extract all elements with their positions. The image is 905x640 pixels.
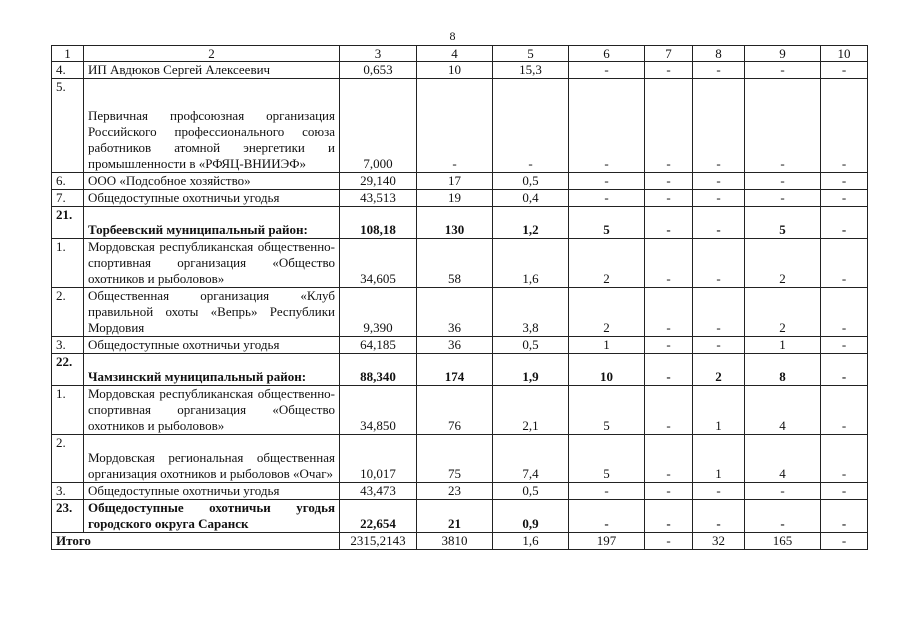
value-cell-col-9: 1 — [745, 337, 821, 354]
table-row — [52, 239, 868, 288]
value-cell-col-6: - — [569, 483, 645, 500]
value-cell-col-9: 2 — [745, 288, 821, 337]
value-cell-col-9: - — [745, 190, 821, 207]
total-value-cell-col-8: 32 — [693, 533, 745, 550]
page-number: 8 — [449, 29, 456, 43]
value-cell-col-4: 58 — [417, 239, 493, 288]
value-cell-col-7: - — [645, 354, 693, 386]
header-cell-1: 1 — [52, 46, 84, 62]
value-cell-col-3: 88,340 — [340, 354, 417, 386]
total-value-cell-col-7: - — [645, 533, 693, 550]
organization-name-cell: Общедоступные охотничьи угодья — [84, 190, 340, 207]
value-cell-col-6: - — [569, 62, 645, 79]
value-cell-col-7: - — [645, 79, 693, 173]
value-cell-col-4: 19 — [417, 190, 493, 207]
value-cell-col-8: - — [693, 62, 745, 79]
table-row — [52, 288, 868, 337]
value-cell-col-5: 0,5 — [493, 483, 569, 500]
value-cell-col-5: 7,4 — [493, 435, 569, 483]
total-value-cell-col-4: 3810 — [417, 533, 493, 550]
value-cell-col-4: 36 — [417, 288, 493, 337]
value-cell-col-10: - — [821, 207, 868, 239]
organization-name-cell: Чамзинский муниципальный район: — [84, 354, 340, 386]
organization-name-cell: ИП Авдюков Сергей Алексеевич — [84, 62, 340, 79]
value-cell-col-7: - — [645, 288, 693, 337]
value-cell-col-5: 2,1 — [493, 386, 569, 435]
row-number-cell: 21. — [52, 207, 84, 239]
table-row — [52, 500, 868, 533]
value-cell-col-4: 75 — [417, 435, 493, 483]
value-cell-col-6: 10 — [569, 354, 645, 386]
value-cell-col-10: - — [821, 500, 868, 533]
table-row — [52, 173, 868, 190]
value-cell-col-3: 29,140 — [340, 173, 417, 190]
value-cell-col-9: 5 — [745, 207, 821, 239]
row-number-cell: 7. — [52, 190, 84, 207]
value-cell-col-6: - — [569, 79, 645, 173]
row-number-cell: 6. — [52, 173, 84, 190]
table-row — [52, 62, 868, 79]
organization-name-cell: Первичная профсоюзная организация Российского профессионального союза работников атомной энергетики и промышленности в «РФЯЦ-ВНИИЭФ» — [84, 79, 340, 173]
value-cell-col-4: 76 — [417, 386, 493, 435]
value-cell-col-3: 108,18 — [340, 207, 417, 239]
total-value-cell-col-10: - — [821, 533, 868, 550]
data-table — [51, 45, 868, 550]
header-cell-2: 2 — [84, 46, 340, 62]
value-cell-col-6: - — [569, 173, 645, 190]
value-cell-col-3: 64,185 — [340, 337, 417, 354]
value-cell-col-3: 9,390 — [340, 288, 417, 337]
value-cell-col-10: - — [821, 62, 868, 79]
row-number-cell: 23. — [52, 500, 84, 533]
value-cell-col-3: 43,473 — [340, 483, 417, 500]
header-cell-10: 10 — [821, 46, 868, 62]
value-cell-col-10: - — [821, 354, 868, 386]
row-number-cell: 2. — [52, 435, 84, 483]
value-cell-col-5: 15,3 — [493, 62, 569, 79]
value-cell-col-9: - — [745, 62, 821, 79]
value-cell-col-9: - — [745, 79, 821, 173]
value-cell-col-7: - — [645, 483, 693, 500]
row-number-cell: 1. — [52, 386, 84, 435]
total-value-cell-col-5: 1,6 — [493, 533, 569, 550]
value-cell-col-6: 1 — [569, 337, 645, 354]
value-cell-col-10: - — [821, 173, 868, 190]
row-number-cell: 5. — [52, 79, 84, 173]
table-row — [52, 386, 868, 435]
value-cell-col-5: 0,5 — [493, 173, 569, 190]
header-cell-7: 7 — [645, 46, 693, 62]
value-cell-col-8: - — [693, 500, 745, 533]
value-cell-col-3: 43,513 — [340, 190, 417, 207]
value-cell-col-8: - — [693, 483, 745, 500]
value-cell-col-3: 34,605 — [340, 239, 417, 288]
value-cell-col-7: - — [645, 62, 693, 79]
value-cell-col-10: - — [821, 239, 868, 288]
value-cell-col-8: 1 — [693, 386, 745, 435]
value-cell-col-6: 2 — [569, 239, 645, 288]
value-cell-col-4: 21 — [417, 500, 493, 533]
value-cell-col-6: 5 — [569, 207, 645, 239]
value-cell-col-4: 130 — [417, 207, 493, 239]
organization-name-cell: Торбеевский муниципальный район: — [84, 207, 340, 239]
value-cell-col-3: 10,017 — [340, 435, 417, 483]
value-cell-col-5: 1,6 — [493, 239, 569, 288]
value-cell-col-5: 0,9 — [493, 500, 569, 533]
value-cell-col-8: 2 — [693, 354, 745, 386]
value-cell-col-5: 0,4 — [493, 190, 569, 207]
value-cell-col-7: - — [645, 435, 693, 483]
value-cell-col-9: - — [745, 173, 821, 190]
value-cell-col-5: 3,8 — [493, 288, 569, 337]
value-cell-col-9: 2 — [745, 239, 821, 288]
header-cell-6: 6 — [569, 46, 645, 62]
organization-name-cell: ООО «Подсобное хозяйство» — [84, 173, 340, 190]
value-cell-col-4: 23 — [417, 483, 493, 500]
value-cell-col-10: - — [821, 337, 868, 354]
table-body — [52, 46, 868, 550]
total-label-cell: Итого — [52, 533, 340, 550]
organization-name-cell: Общедоступные охотничьи угодья — [84, 483, 340, 500]
row-number-cell: 1. — [52, 239, 84, 288]
value-cell-col-7: - — [645, 239, 693, 288]
value-cell-col-9: 4 — [745, 386, 821, 435]
value-cell-col-4: - — [417, 79, 493, 173]
value-cell-col-8: - — [693, 288, 745, 337]
total-value-cell-col-3: 2315,2143 — [340, 533, 417, 550]
value-cell-col-10: - — [821, 288, 868, 337]
total-value-cell-col-9: 165 — [745, 533, 821, 550]
row-number-cell: 3. — [52, 337, 84, 354]
value-cell-col-7: - — [645, 207, 693, 239]
value-cell-col-8: - — [693, 190, 745, 207]
value-cell-col-6: 2 — [569, 288, 645, 337]
value-cell-col-8: - — [693, 173, 745, 190]
value-cell-col-9: 4 — [745, 435, 821, 483]
value-cell-col-3: 7,000 — [340, 79, 417, 173]
header-cell-9: 9 — [745, 46, 821, 62]
organization-name-cell: Общедоступные охотничьи угодья городского округа Саранск — [84, 500, 340, 533]
header-cell-8: 8 — [693, 46, 745, 62]
value-cell-col-9: - — [745, 500, 821, 533]
row-number-cell: 2. — [52, 288, 84, 337]
organization-name-cell: Мордовская республиканская общественно-спортивная организация «Общество охотников и рыболовов» — [84, 386, 340, 435]
value-cell-col-8: - — [693, 337, 745, 354]
header-cell-3: 3 — [340, 46, 417, 62]
value-cell-col-7: - — [645, 337, 693, 354]
table-row — [52, 190, 868, 207]
organization-name-cell: Мордовская республиканская общественно-спортивная организация «Общество охотников и рыболовов» — [84, 239, 340, 288]
value-cell-col-6: - — [569, 190, 645, 207]
value-cell-col-3: 34,850 — [340, 386, 417, 435]
table-row — [52, 79, 868, 173]
value-cell-col-7: - — [645, 386, 693, 435]
value-cell-col-8: 1 — [693, 435, 745, 483]
value-cell-col-7: - — [645, 173, 693, 190]
value-cell-col-7: - — [645, 500, 693, 533]
value-cell-col-6: 5 — [569, 386, 645, 435]
value-cell-col-5: 0,5 — [493, 337, 569, 354]
header-cell-4: 4 — [417, 46, 493, 62]
organization-name-cell: Общественная организация «Клуб правильной охоты «Вепрь» Республики Мордовия — [84, 288, 340, 337]
value-cell-col-5: - — [493, 79, 569, 173]
value-cell-col-10: - — [821, 483, 868, 500]
total-value-cell-col-6: 197 — [569, 533, 645, 550]
total-row — [52, 533, 868, 550]
value-cell-col-4: 36 — [417, 337, 493, 354]
value-cell-col-8: - — [693, 207, 745, 239]
value-cell-col-3: 22,654 — [340, 500, 417, 533]
row-number-cell: 4. — [52, 62, 84, 79]
value-cell-col-4: 10 — [417, 62, 493, 79]
header-cell-5: 5 — [493, 46, 569, 62]
value-cell-col-9: - — [745, 483, 821, 500]
value-cell-col-4: 174 — [417, 354, 493, 386]
organization-name-cell: Общедоступные охотничьи угодья — [84, 337, 340, 354]
value-cell-col-6: - — [569, 500, 645, 533]
value-cell-col-4: 17 — [417, 173, 493, 190]
value-cell-col-7: - — [645, 190, 693, 207]
value-cell-col-10: - — [821, 386, 868, 435]
value-cell-col-6: 5 — [569, 435, 645, 483]
value-cell-col-8: - — [693, 79, 745, 173]
value-cell-col-3: 0,653 — [340, 62, 417, 79]
header-row — [52, 46, 868, 62]
value-cell-col-8: - — [693, 239, 745, 288]
row-number-cell: 3. — [52, 483, 84, 500]
table-row — [52, 207, 868, 239]
value-cell-col-10: - — [821, 190, 868, 207]
table-row — [52, 483, 868, 500]
row-number-cell: 22. — [52, 354, 84, 386]
table-row — [52, 435, 868, 483]
value-cell-col-10: - — [821, 79, 868, 173]
table-row — [52, 337, 868, 354]
value-cell-col-9: 8 — [745, 354, 821, 386]
organization-name-cell: Мордовская региональная общественная организация охотников и рыболовов «Очаг» — [84, 435, 340, 483]
value-cell-col-5: 1,9 — [493, 354, 569, 386]
table-row — [52, 354, 868, 386]
value-cell-col-10: - — [821, 435, 868, 483]
value-cell-col-5: 1,2 — [493, 207, 569, 239]
